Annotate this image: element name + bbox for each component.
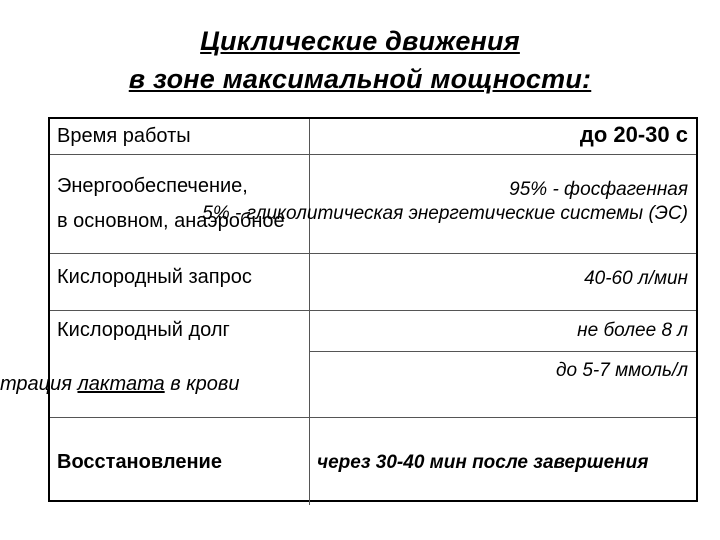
- row-divider: [50, 154, 696, 155]
- row-energy-label-line-2: в основном, анаэробное: [57, 210, 285, 232]
- row-energy-value-line-2: 5% - гликолитическая энергетические системы (ЭС): [202, 203, 688, 224]
- column-divider: [309, 119, 310, 505]
- lactate-label-suffix: в крови: [164, 373, 240, 395]
- row-oxygen-demand-label: Кислородный запрос: [57, 266, 252, 288]
- row-energy-value-line-1: 95% - фосфагенная: [509, 179, 688, 200]
- row-oxygen-demand-value: 40-60 л/мин: [584, 268, 688, 289]
- row-recovery-label: Восстановление: [57, 451, 222, 473]
- row-lactate-label: [0, 373, 239, 396]
- row-work-time-value: до 20-30 с: [579, 122, 688, 147]
- slide-title-line-1: Циклические движения: [200, 26, 520, 56]
- row-oxygen-debt-value: не более 8 л: [577, 320, 688, 341]
- lactate-label-prefix: трация: [0, 373, 78, 395]
- slide-title-line-2: в зоне максимальной мощности:: [128, 64, 592, 94]
- row-recovery-value: через 30-40 мин после завершения: [317, 452, 649, 473]
- lactate-link[interactable]: лактата: [77, 373, 165, 395]
- row-oxygen-debt-label: Кислородный долг: [57, 319, 230, 341]
- row-divider: [50, 253, 696, 254]
- row-lactate-value: до 5-7 ммоль/л: [556, 360, 688, 381]
- row-divider: [309, 351, 696, 352]
- row-divider: [50, 417, 696, 418]
- row-energy-label-line-1: Энергообеспечение,: [57, 175, 248, 197]
- row-work-time-label: Время работы: [57, 125, 191, 147]
- parameters-table: [0, 117, 698, 502]
- row-divider: [50, 310, 696, 311]
